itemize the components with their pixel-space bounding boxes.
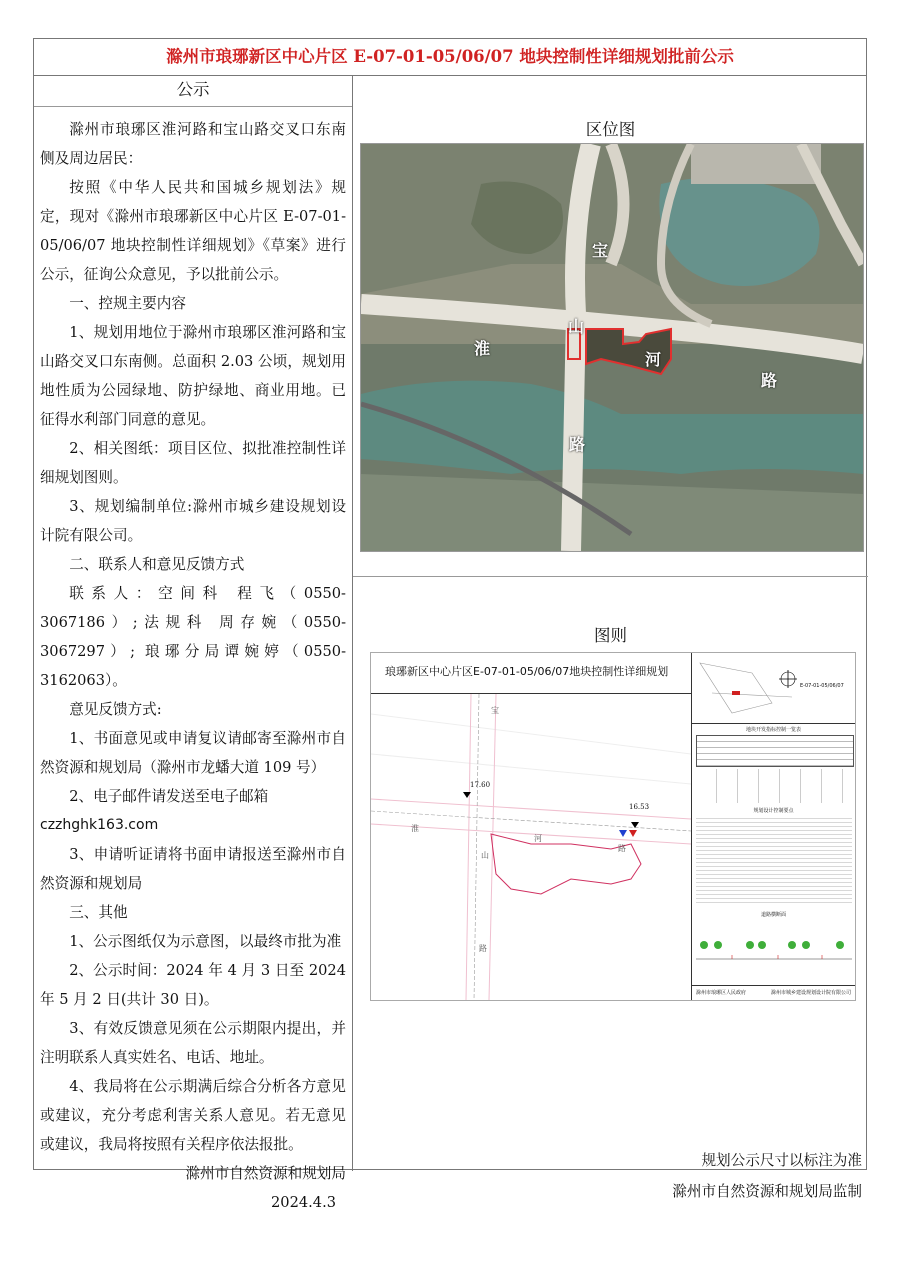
index-table-title: 地块开发指标控制一览表 bbox=[745, 727, 801, 733]
other-item3: 3、有效反馈意见须在公示期限内提出，并注明联系人真实姓名、电话、地址。 bbox=[40, 1020, 346, 1066]
contacts-paragraph: 联系人：空间科 程飞（0550-3067186）;法规科 周存婉（0550-3067297）; 琅琊分局谭婉婷（0550-3162063）。 bbox=[40, 585, 346, 689]
legend bbox=[696, 769, 852, 803]
plan-side-panel bbox=[691, 653, 855, 1000]
plan-title: 琅琊新区中心片区E-07-01-05/06/07地块控制性详细规划 bbox=[371, 653, 691, 694]
road-char-he: 河 bbox=[645, 350, 662, 369]
plan-road-shan: 山 bbox=[481, 851, 489, 860]
section1-title: 一、控规主要内容 bbox=[69, 295, 186, 312]
index-map bbox=[692, 653, 855, 724]
feedback-title: 意见反馈方式: bbox=[69, 701, 162, 718]
road-section-title: 道路横断面 bbox=[760, 912, 786, 918]
signature: 滁州市自然资源和规划局 bbox=[185, 1165, 346, 1182]
plan-heading: 图则 bbox=[594, 626, 627, 645]
page-title: 滁州市琅琊新区中心片区 E-07-01-05/06/07 地块控制性详细规划批前公示 bbox=[34, 39, 866, 76]
road-char-huai: 淮 bbox=[474, 339, 491, 358]
road-char-shan: 山 bbox=[568, 317, 585, 336]
feedback-item1: 1、书面意见或申请复议请邮寄至滁州市自然资源和规划局（滁州市龙蟠大道 109 号） bbox=[40, 730, 346, 776]
section2-title: 二、联系人和意见反馈方式 bbox=[69, 556, 245, 573]
other-item2: 2、公示时间：2024 年 4 月 3 日至 2024 年 5 月 2 日(共计 30 日)。 bbox=[40, 962, 346, 1008]
notice-heading: 公示 bbox=[34, 76, 352, 107]
road-section-drawing bbox=[692, 919, 856, 979]
notice-column bbox=[34, 76, 353, 1211]
notice-frame bbox=[33, 38, 867, 1211]
greeting: 滁州市琅琊区淮河路和宝山路交叉口东南侧及周边居民： bbox=[40, 121, 346, 167]
elevation-label-2: 16.53 bbox=[629, 803, 650, 811]
index-table bbox=[696, 735, 854, 767]
location-heading: 区位图 bbox=[585, 120, 636, 139]
section-divider bbox=[353, 576, 868, 577]
control-plan-drawing bbox=[370, 652, 856, 1001]
plan-map bbox=[371, 694, 691, 1000]
feedback-item3: 3、申请听证请将书面申请报送至滁州市自然资源和规划局 bbox=[40, 846, 346, 892]
map-number: E-07-01-05/06/07 bbox=[800, 683, 844, 689]
intro-paragraph: 按照《中华人民共和国城乡规划法》规定，现对《滁州市琅琊新区中心片区 E-07-01-05/06/07 地块控制性详细规划》《草案》进行公示，征询公众意见，予以批前公示。 bbox=[40, 179, 346, 283]
road-char-bao: 宝 bbox=[592, 241, 609, 260]
footer-note: 规划公示尺寸以标注为准 bbox=[701, 1152, 862, 1169]
notice-date: 2024.4.3 bbox=[271, 1194, 336, 1211]
other-item4: 4、我局将在公示期满后综合分析各方意见或建议，充分考虑利害关系人意见。若无意见或建议，我局将按照有关程序依法报批。 bbox=[40, 1078, 346, 1153]
plan-road-huai: 淮 bbox=[411, 824, 419, 833]
plan-road-bao: 宝 bbox=[491, 706, 499, 715]
plan-footer bbox=[692, 985, 855, 1001]
plan-footer-left: 滁州市琅琊区人民政府 bbox=[696, 990, 747, 996]
plan-road-he: 河 bbox=[534, 834, 542, 843]
elevation-label-1: 17.60 bbox=[470, 781, 491, 789]
control-points-title: 规划设计控制要点 bbox=[753, 808, 794, 814]
road-char-lu1: 路 bbox=[569, 435, 586, 454]
satellite-image bbox=[361, 144, 863, 551]
other-item1: 1、公示图纸仅为示意图，以最终市批为准 bbox=[69, 933, 342, 950]
plan-road-lu2: 路 bbox=[618, 844, 626, 853]
section1-item3: 3、规划编制单位:滁州市城乡建设规划设计院有限公司。 bbox=[40, 498, 346, 544]
feedback-item2: 2、电子邮件请发送至电子邮箱 bbox=[69, 788, 269, 805]
plan-road-lu1: 路 bbox=[479, 944, 487, 953]
section3-title: 三、其他 bbox=[69, 904, 128, 921]
plan-footer-right: 滁州市城乡建设规划设计院有限公司 bbox=[770, 990, 851, 996]
control-points-text bbox=[696, 815, 852, 905]
footer-supervisor: 滁州市自然资源和规划局监制 bbox=[672, 1183, 862, 1200]
location-satellite-map bbox=[360, 143, 864, 552]
section1-item1: 1、规划用地位于滁州市琅琊区淮河路和宝山路交叉口东南侧。总面积 2.03 公顷，规划用地性质为公园绿地、防护绿地、商业用地。已征得水利部门同意的意见。 bbox=[40, 324, 346, 428]
road-char-lu2: 路 bbox=[761, 371, 778, 390]
figures-column bbox=[353, 76, 868, 1200]
email-address[interactable]: czzhghk163.com bbox=[40, 817, 159, 833]
notice-body bbox=[34, 107, 352, 1217]
section1-item2: 2、相关图纸：项目区位、拟批准控制性详细规划图则。 bbox=[40, 440, 346, 486]
